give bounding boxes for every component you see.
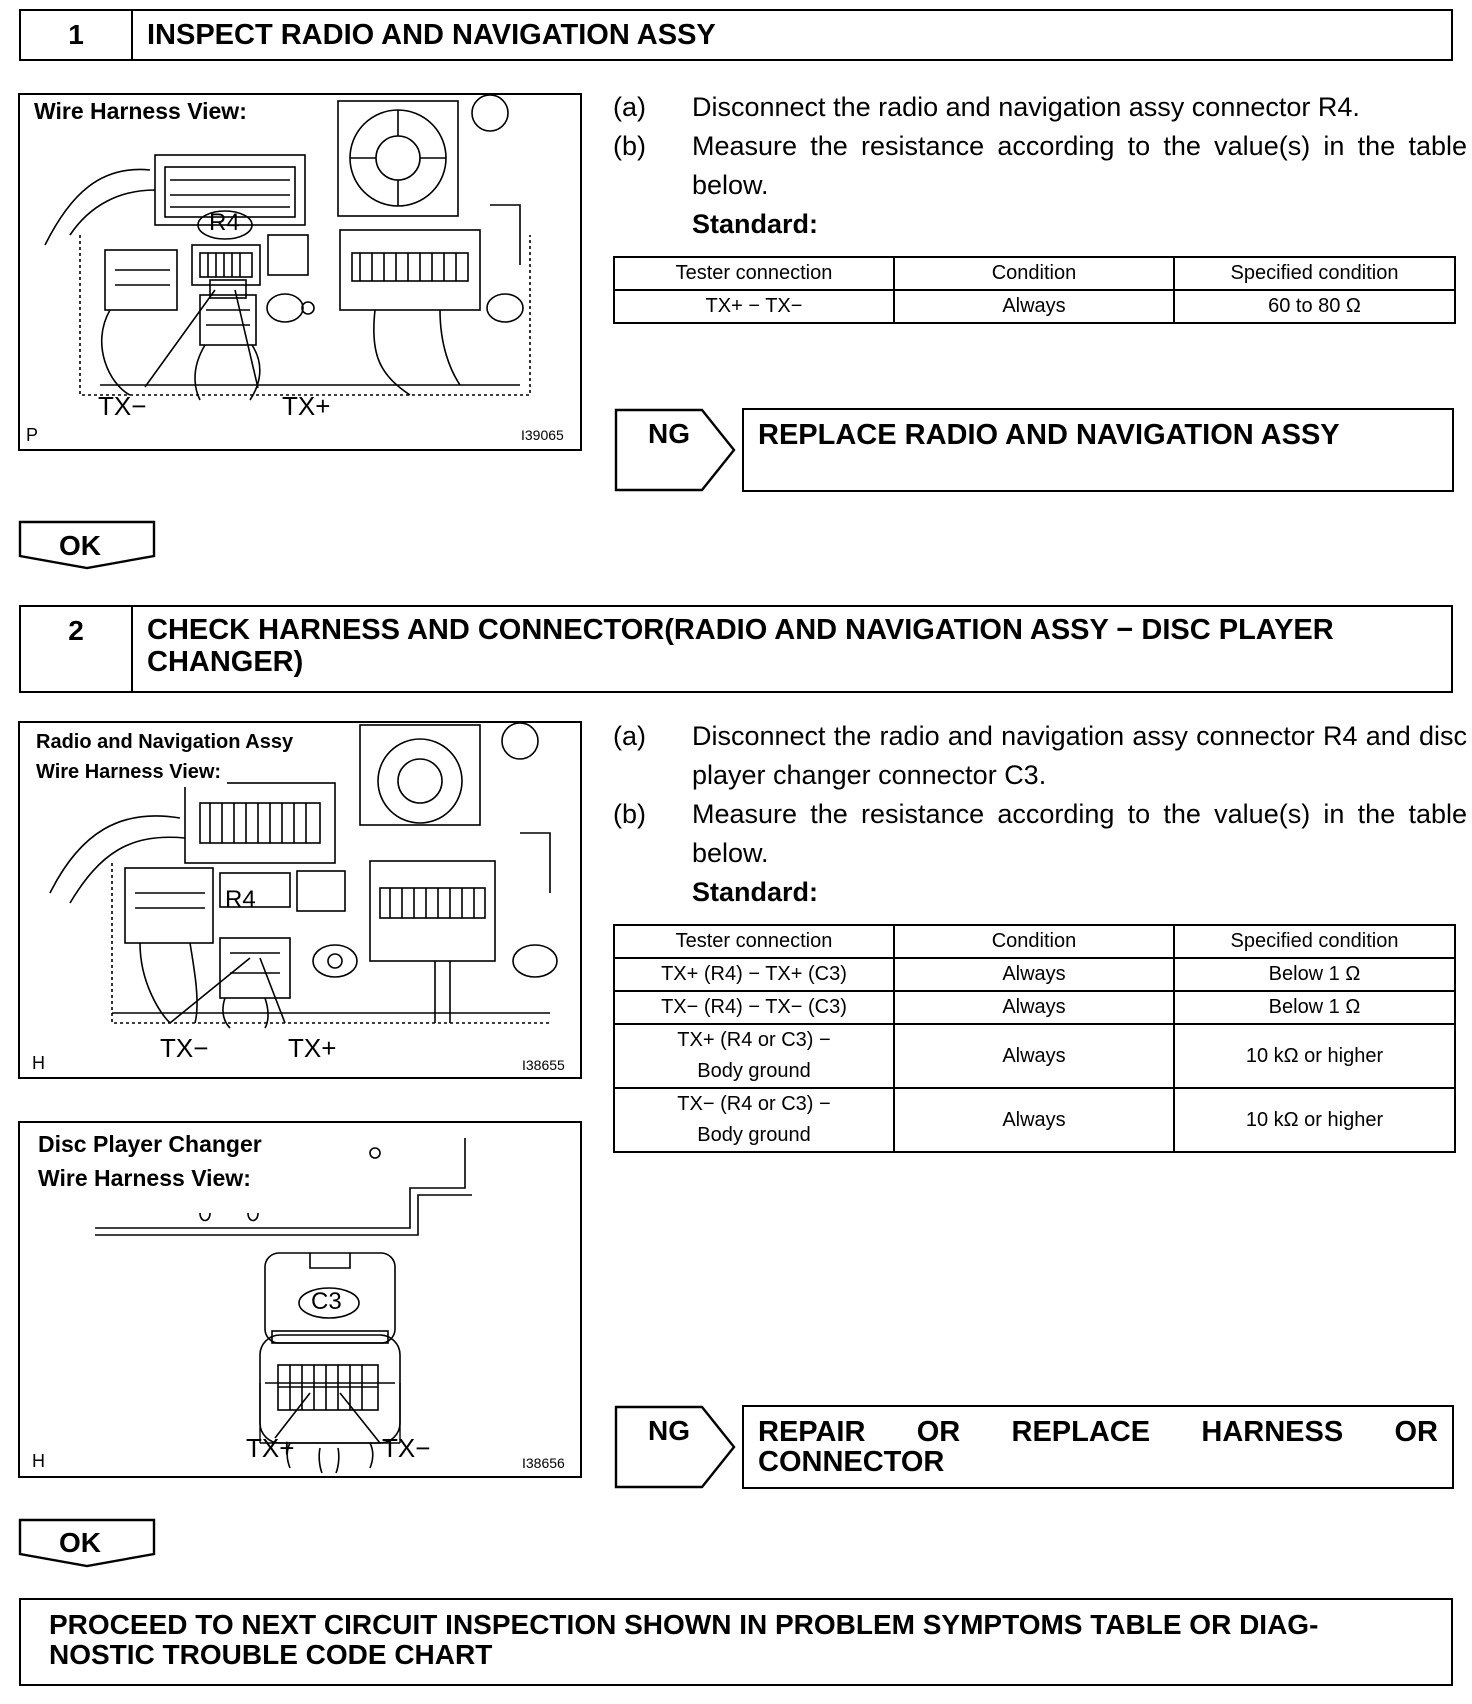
figure-corner-letter: H	[32, 1053, 45, 1073]
table-cell: 10 kΩ or higher	[1174, 1024, 1455, 1088]
table-header-cell: Specified condition	[1174, 925, 1455, 958]
tx-plus-label: TX+	[246, 1433, 295, 1463]
connector-r4-label: R4	[209, 209, 240, 236]
instruction-text: Disconnect the radio and navigation assy connector R4 and disc player changer connector C3.	[692, 721, 1467, 790]
table-cell: Below 1 Ω	[1174, 991, 1455, 1024]
instruction-text: Measure the resistance according to the value(s) in the table below.	[692, 131, 1467, 200]
table-header-cell: Tester connection	[614, 257, 894, 290]
connector-c3-label: C3	[311, 1288, 342, 1315]
radio-figure-caption-line2: Wire Harness View:	[36, 757, 227, 787]
figure-code: I38656	[522, 1455, 565, 1471]
table-row	[614, 1024, 1455, 1088]
step1-spec-table	[613, 256, 1456, 324]
table-row	[614, 1088, 1455, 1152]
instruction-mark: (b)	[613, 799, 646, 829]
table-header-cell: Specified condition	[1174, 257, 1455, 290]
instruction-text: Disconnect the radio and navigation assy connector R4.	[692, 92, 1360, 122]
tx-plus-label: TX+	[282, 391, 331, 421]
table-cell: TX+ (R4 or C3) − Body ground	[614, 1024, 894, 1088]
instruction-mark: (b)	[613, 131, 646, 161]
step2-ok-label: OK	[59, 1527, 101, 1558]
step1-number: 1	[21, 11, 133, 59]
ng-action-word: REPLACE	[1011, 1416, 1151, 1448]
step2-ng-action-line2: CONNECTOR	[758, 1446, 945, 1478]
instruction-mark: (a)	[613, 721, 646, 751]
ng-action-word: HARNESS	[1201, 1416, 1344, 1448]
instruction-mark: (a)	[613, 92, 646, 122]
tx-plus-label: TX+	[288, 1033, 337, 1063]
disc-figure-caption-line2: Wire Harness View:	[38, 1161, 257, 1195]
step2-title: CHECK HARNESS AND CONNECTOR(RADIO AND NAVIGATION ASSY − DISC PLAYER CHANGER)	[147, 614, 1334, 678]
table-row	[614, 958, 1455, 991]
table-cell: Always	[894, 290, 1174, 323]
table-cell: Always	[894, 1024, 1174, 1088]
tx-minus-label: TX−	[382, 1433, 431, 1463]
step1-ok-label: OK	[59, 530, 101, 561]
tx-minus-label: TX−	[98, 391, 147, 421]
figure-corner-letter: P	[26, 425, 39, 445]
table-row	[614, 991, 1455, 1024]
step2-ng-action-line1	[758, 1417, 1438, 1447]
step2-disc-figure	[18, 1121, 582, 1478]
final-instruction-box	[19, 1598, 1453, 1686]
step2-ng-action-box	[742, 1405, 1454, 1489]
step2-number: 2	[21, 607, 133, 691]
final-instruction-line2: NOSTIC TROUBLE CODE CHART	[49, 1639, 493, 1670]
table-cell: 60 to 80 Ω	[1174, 290, 1455, 323]
figure-corner-letter: H	[32, 1451, 45, 1471]
table-cell: Below 1 Ω	[1174, 958, 1455, 991]
tx-minus-label: TX−	[160, 1033, 209, 1063]
step1-ng-label: NG	[648, 418, 690, 449]
step1-header	[19, 9, 1453, 61]
table-header-row	[614, 925, 1455, 958]
ng-action-word: OR	[916, 1416, 961, 1448]
step1-ng-action-box	[742, 408, 1454, 492]
table-header-row	[614, 257, 1455, 290]
figure-code: I39065	[521, 427, 564, 443]
disc-figure-caption-line1: Disc Player Changer	[38, 1127, 268, 1161]
connector-r4-label: R4	[225, 886, 256, 913]
final-instruction-line1: PROCEED TO NEXT CIRCUIT INSPECTION SHOWN IN PROBLEM SYMPTOMS TABLE OR DIAG-	[49, 1609, 1319, 1640]
step2-standard-label: Standard:	[692, 877, 819, 907]
table-header-cell: Condition	[894, 925, 1174, 958]
step1-title: INSPECT RADIO AND NAVIGATION ASSY	[147, 19, 716, 51]
step1-figure-caption: Wire Harness View:	[34, 95, 253, 127]
table-cell: TX− (R4) − TX− (C3)	[614, 991, 894, 1024]
figure-code: I38655	[522, 1057, 565, 1073]
table-row	[614, 290, 1455, 323]
ng-action-word: OR	[1394, 1416, 1438, 1448]
radio-figure-caption-line1: Radio and Navigation Assy	[36, 727, 299, 757]
step1-ng-action: REPLACE RADIO AND NAVIGATION ASSY	[758, 419, 1340, 451]
step2-spec-table	[613, 924, 1456, 1153]
step1-standard-label: Standard:	[692, 209, 819, 239]
table-cell: Always	[894, 1088, 1174, 1152]
table-cell: Always	[894, 958, 1174, 991]
step2-ng-label: NG	[648, 1415, 690, 1446]
step2-radio-figure	[18, 721, 582, 1079]
ng-action-word: REPAIR	[758, 1416, 866, 1448]
table-header-cell: Condition	[894, 257, 1174, 290]
step2-header	[19, 605, 1453, 693]
table-cell: Always	[894, 991, 1174, 1024]
table-cell: TX− (R4 or C3) − Body ground	[614, 1088, 894, 1152]
table-cell: 10 kΩ or higher	[1174, 1088, 1455, 1152]
table-cell: TX+ − TX−	[614, 290, 894, 323]
instruction-text: Measure the resistance according to the value(s) in the table below.	[692, 799, 1467, 868]
step1-figure	[18, 93, 582, 451]
table-header-cell: Tester connection	[614, 925, 894, 958]
table-cell: TX+ (R4) − TX+ (C3)	[614, 958, 894, 991]
